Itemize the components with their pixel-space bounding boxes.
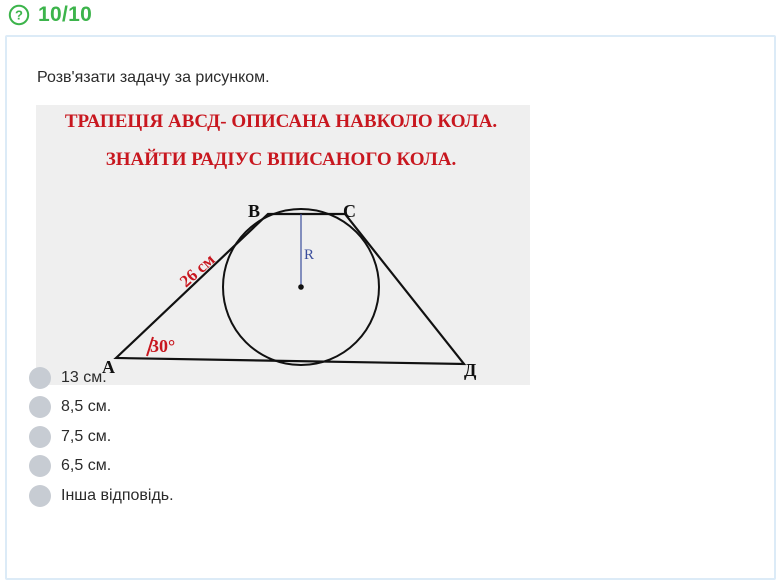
answer-option-label: 13 см. [61,368,107,386]
answer-option-label: 7,5 см. [61,427,112,445]
answer-option[interactable] [29,422,174,452]
radio-button[interactable] [29,455,51,477]
svg-text:?: ? [15,7,23,23]
vertex-a-label: А [102,357,115,377]
answer-option[interactable] [29,481,174,511]
answer-options [29,363,174,511]
circle-center-point [298,284,304,290]
quiz-header [8,2,92,28]
radio-button[interactable] [29,396,51,418]
answer-option-label: 6,5 см. [61,457,112,475]
question-text: Розв'язати задачу за рисунком. [37,69,270,86]
answer-option[interactable] [29,452,174,482]
answer-option[interactable] [29,363,174,393]
vertex-c-label: С [343,201,356,221]
radio-button[interactable] [29,426,51,448]
answer-option[interactable] [29,393,174,423]
angle-label: 30° [150,336,176,356]
answer-option-label: 8,5 см. [61,398,112,416]
answer-option-label: Інша відповідь. [61,486,174,504]
radio-button[interactable] [29,367,51,389]
score-counter: 10/10 [38,3,93,26]
figure-title-line1: ТРАПЕЦІЯ АВСД- ОПИСАНА НАВКОЛО КОЛА. [64,111,498,132]
radio-button[interactable] [29,485,51,507]
vertex-d-label: Д [464,360,477,380]
radius-label: R [304,247,315,263]
question-figure [36,105,530,385]
vertex-b-label: В [248,201,261,221]
question-circle-icon[interactable] [8,4,30,26]
figure-title-line2: ЗНАЙТИ РАДІУС ВПИСАНОГО КОЛА. [105,149,457,170]
side-ab-label: 26 см [175,249,219,291]
